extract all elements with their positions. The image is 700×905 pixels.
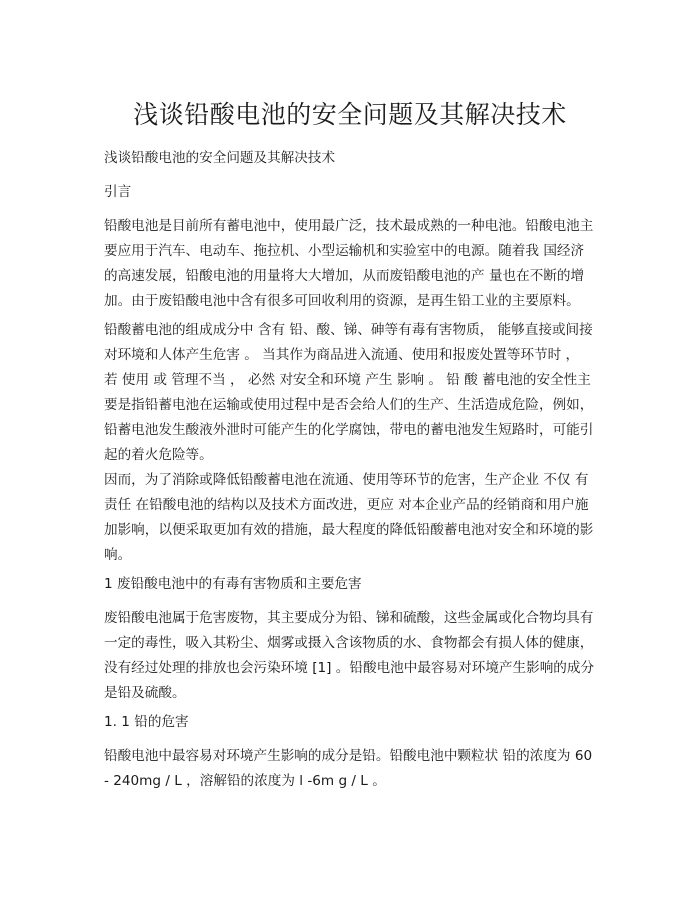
paragraph-intro-3 — [104, 468, 601, 568]
text-line: 因而，为了消除或降低铅酸蓄电池在流通、使用等环节的危害，生产企业 不仅 有 — [104, 472, 589, 488]
text-line: 铅酸电池中最容易对环境产生影响的成分是铅。铅酸电池中颗粒状 铅的浓度为 60 — [104, 748, 593, 764]
text-line: 是铅及硫酸。 — [104, 685, 186, 701]
section-1-heading: 1 废铅酸电池中的有毒有害物质和主要危害 — [104, 576, 362, 592]
document-subtitle: 浅谈铅酸电池的安全问题及其解决技术 — [104, 150, 336, 166]
text-line: 铅酸电池是目前所有蓄电池中，使用最广泛，技术最成熟的一种电池。铅酸电池主 — [104, 218, 594, 234]
text-line: 责任 在铅酸电池的结构以及技术方面改进，更应 对本企业产品的经销商和用户施 — [104, 497, 589, 513]
text-line: 铅蓄电池发生酸液外泄时可能产生的化学腐蚀，带电的蓄电池发生短路时，可能引 — [104, 422, 594, 438]
text-line: 一定的毒性，吸入其粉尘、烟雾或摄入含该物质的水、食物都会有损人体的健康， — [104, 635, 594, 651]
text-line: 对环境和人体产生危害 。 当其作为商品进入流通、使用和报废处置等环节时 ， — [104, 347, 580, 363]
text-line: - 240mg / L ，溶解铅的浓度为 l -6m g / L 。 — [104, 773, 386, 789]
text-line: 起的着火危险等。 — [104, 447, 213, 463]
text-line: 若 使用 或 管理不当 ， 必然 对安全和环境 产生 影响 。 铅 酸 蓄电池的安全性主 — [104, 372, 591, 388]
text-line: 响。 — [104, 547, 132, 563]
text-line: 铅酸蓄电池的组成成分中 含有 铅、酸、锑、砷等有毒有害物质， 能够直接或间接 — [104, 322, 593, 338]
text-line: 废铅酸电池属于危害废物，其主要成分为铅、锑和硫酸，这些金属或化合物均具有 — [104, 610, 594, 626]
paragraph-intro-2 — [104, 318, 601, 468]
text-line: 的高速发展，铅酸电池的用量将大大增加，从而废铅酸电池的产 量也在不断的增 — [104, 268, 585, 284]
text-line: 加。由于废铅酸电池中含有很多可回收利用的资源，是再生铅工业的主要原料。 — [104, 293, 580, 309]
intro-heading: 引言 — [104, 184, 132, 200]
text-line: 加影响，以便采取更加有效的措施，最大程度的降低铅酸蓄电池对安全和环境的影 — [104, 522, 594, 538]
text-line: 要应用于汽车、电动车、拖拉机、小型运输机和实验室中的电源。随着我 国经济 — [104, 243, 585, 259]
section-1-paragraph — [104, 606, 601, 706]
text-line: 要是指铅蓄电池在运输或使用过程中是否会给人们的生产、生活造成危险，例如， — [104, 397, 594, 413]
document-title: 浅谈铅酸电池的安全问题及其解决技术 — [133, 100, 567, 129]
paragraph-intro-1 — [104, 214, 601, 314]
section-1-1-heading: 1. 1 铅的危害 — [104, 714, 189, 730]
section-1-1-paragraph — [104, 744, 601, 794]
text-line: 没有经过处理的排放也会污染环境 [1] 。铅酸电池中最容易对环境产生影响的成分 — [104, 660, 595, 676]
